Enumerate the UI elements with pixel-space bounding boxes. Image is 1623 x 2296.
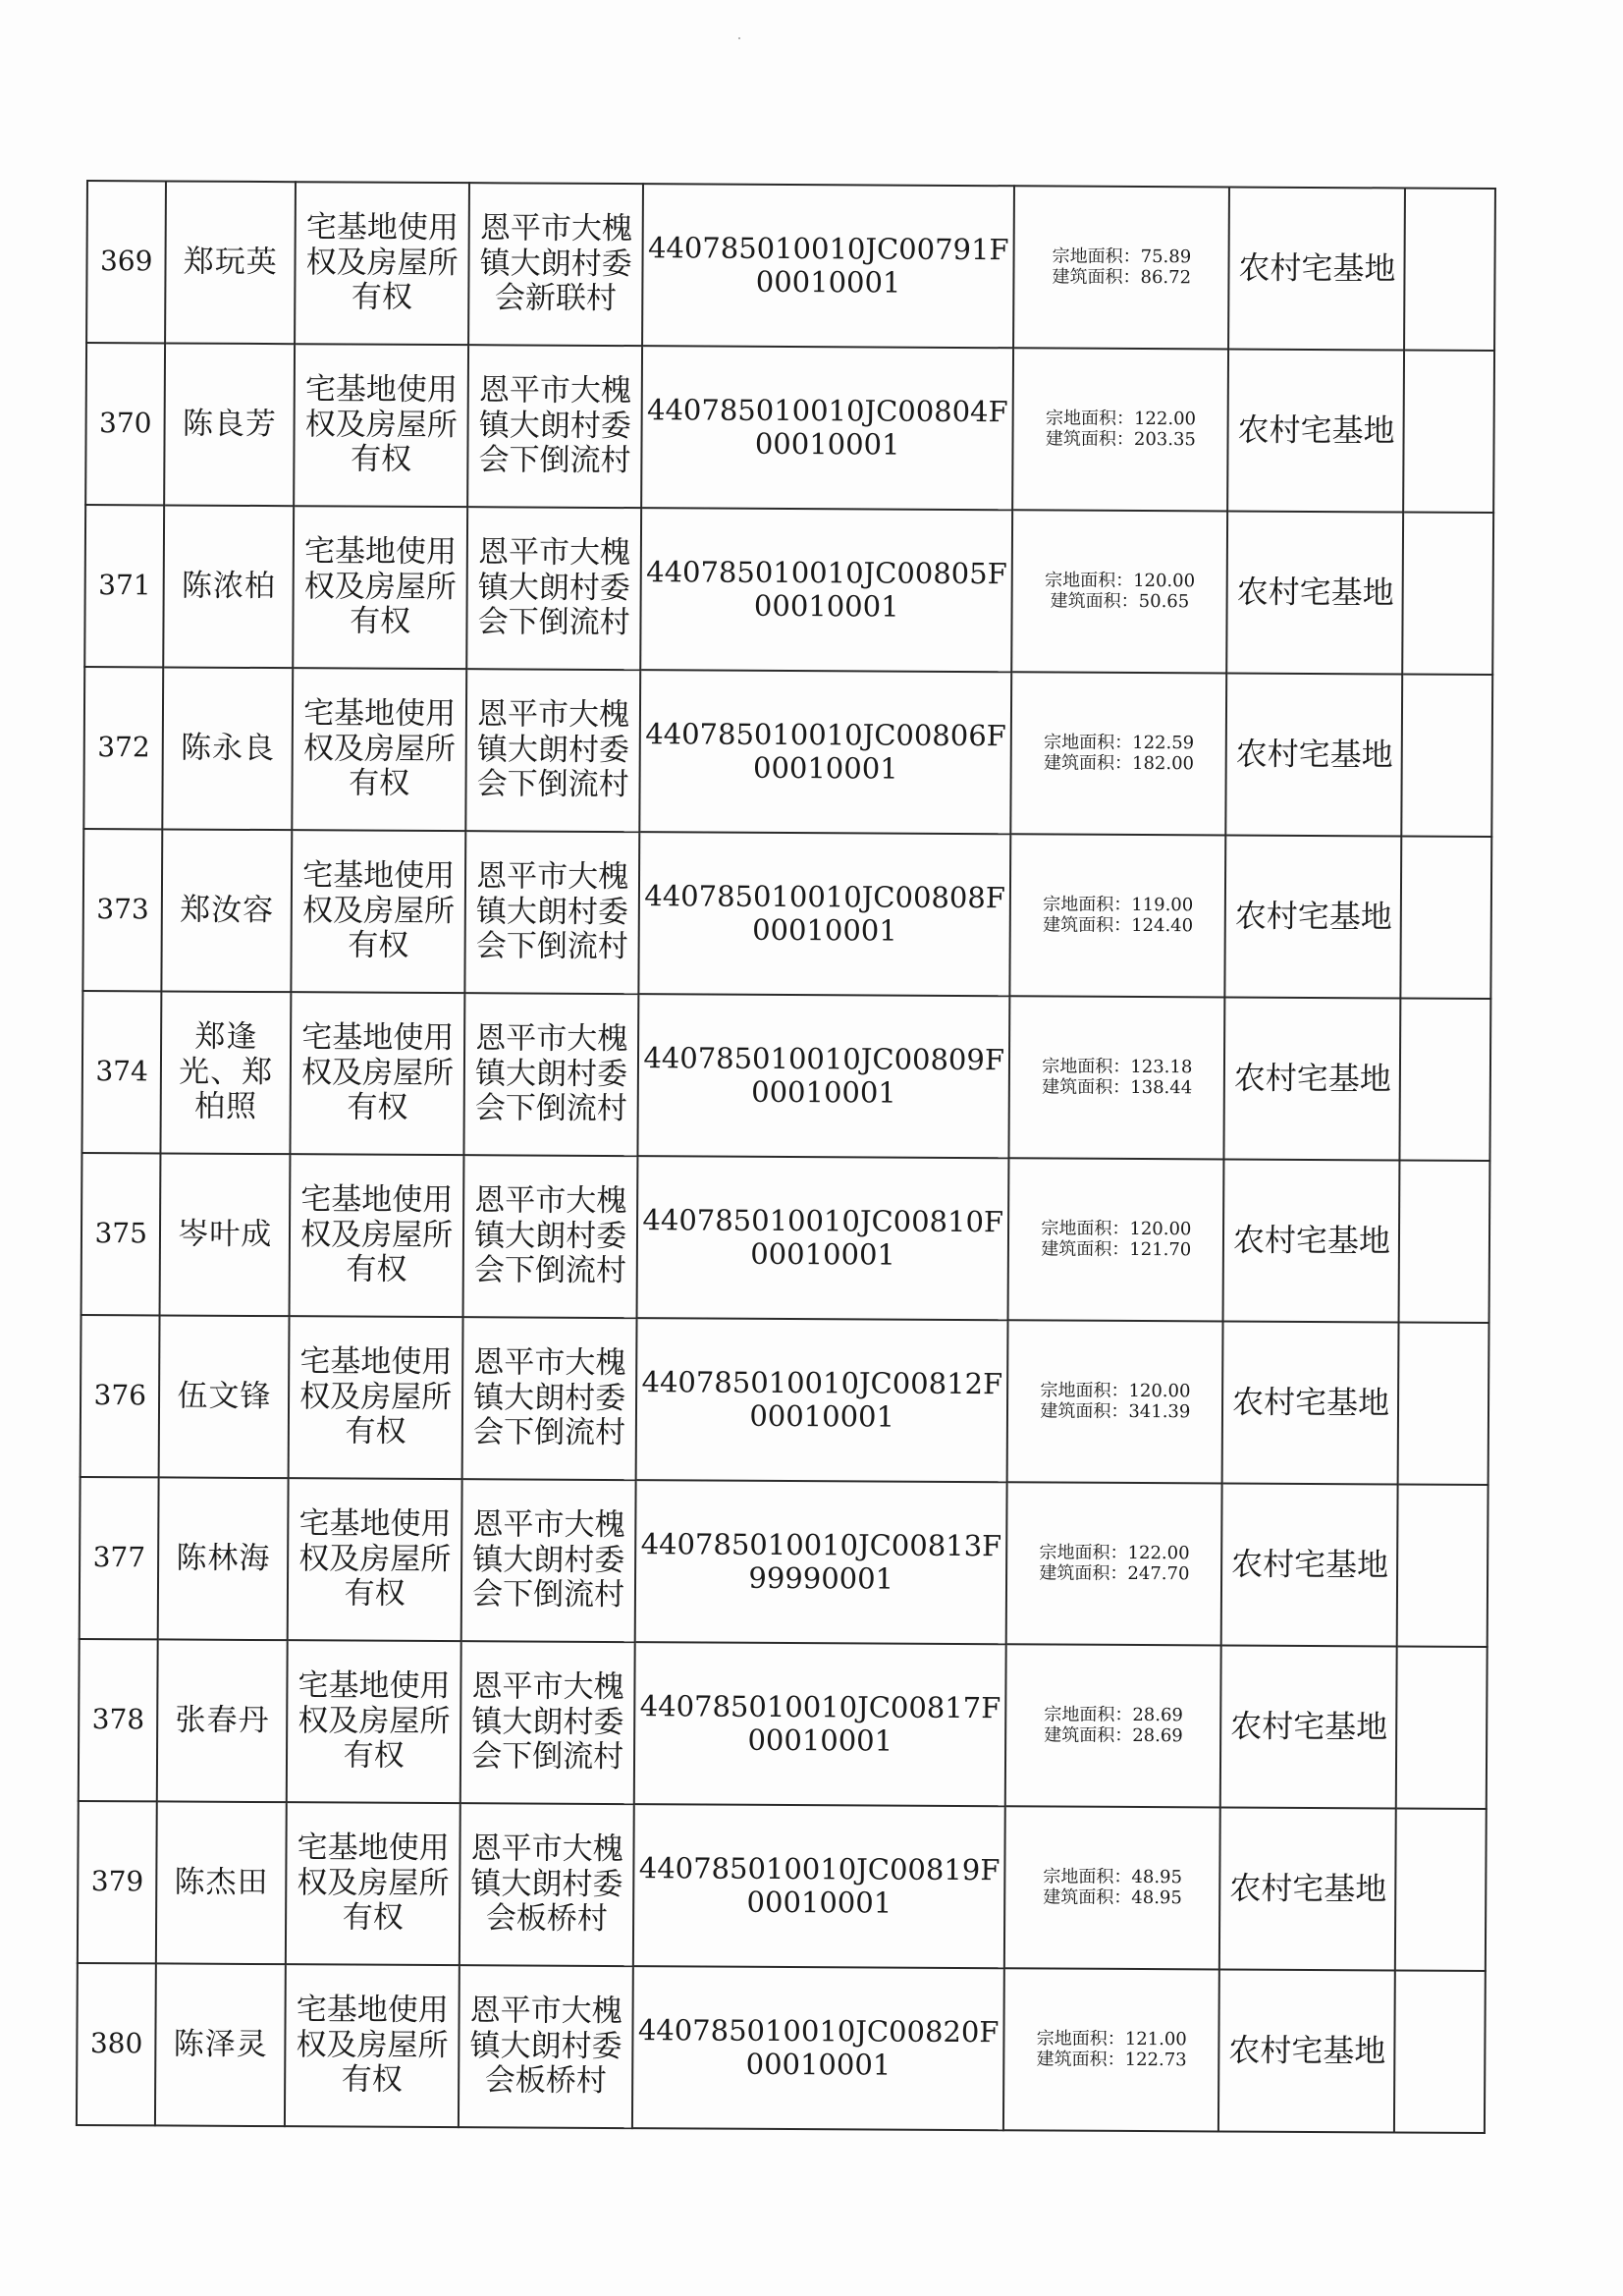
land-area: 宗地面积：121.00 [1036, 2028, 1187, 2050]
owner-name: 张春丹 [157, 1639, 288, 1802]
row-number: 375 [81, 1153, 161, 1315]
land-area: 宗地面积：122.00 [1039, 1542, 1190, 1563]
owner-name: 陈杰田 [156, 1801, 287, 1964]
land-use: 农村宅基地 [1228, 350, 1405, 513]
building-area: 建筑面积：203.35 [1045, 427, 1196, 450]
building-area: 建筑面积：28.69 [1044, 1723, 1183, 1746]
right-type: 宅基地使用权及房屋所有权 [295, 182, 469, 345]
note-cell [1405, 189, 1495, 352]
table-row [80, 1477, 1488, 1647]
land-use: 农村宅基地 [1221, 1483, 1398, 1646]
right-type: 宅基地使用权及房屋所有权 [289, 1316, 463, 1479]
scan-speck [738, 37, 740, 39]
land-use: 农村宅基地 [1223, 1159, 1400, 1322]
right-type: 宅基地使用权及房屋所有权 [294, 344, 468, 507]
property-location: 恩平市大槐镇大朗村委会下倒流村 [465, 669, 640, 832]
building-area: 建筑面积：124.40 [1043, 913, 1194, 936]
owner-name: 伍文锋 [159, 1315, 290, 1478]
row-number: 373 [82, 829, 162, 991]
land-use: 农村宅基地 [1229, 188, 1406, 351]
note-cell [1396, 1646, 1487, 1809]
note-cell [1394, 1970, 1485, 2133]
row-number: 370 [85, 343, 165, 505]
unit-code: 440785010010JC00819F00010001 [633, 1804, 1005, 1968]
unit-code: 440785010010JC00804F00010001 [641, 346, 1013, 510]
unit-code: 440785010010JC00791F00010001 [642, 184, 1014, 348]
unit-code: 440785010010JC00817F00010001 [634, 1642, 1006, 1806]
building-area: 建筑面积：182.00 [1044, 751, 1195, 774]
building-area: 建筑面积：86.72 [1052, 265, 1192, 288]
owner-name: 岑叶成 [160, 1153, 291, 1316]
table-row [86, 181, 1495, 351]
owner-name: 郑玩英 [166, 181, 297, 344]
area-cell [1012, 348, 1228, 511]
land-area: 宗地面积：122.00 [1045, 408, 1197, 429]
right-type: 宅基地使用权及房屋所有权 [293, 506, 467, 669]
row-number: 372 [83, 667, 163, 829]
land-area: 宗地面积：75.89 [1052, 246, 1192, 267]
row-number: 369 [86, 181, 166, 343]
unit-code: 440785010010JC00820F00010001 [632, 1966, 1004, 2130]
area-cell [1013, 186, 1229, 349]
land-area: 宗地面积：119.00 [1043, 894, 1194, 915]
property-location: 恩平市大槐镇大朗村委会下倒流村 [466, 507, 641, 670]
land-area: 宗地面积：122.59 [1044, 732, 1195, 753]
table-row [84, 505, 1493, 675]
land-use: 农村宅基地 [1227, 511, 1404, 674]
owner-name: 陈林海 [158, 1477, 289, 1640]
right-type: 宅基地使用权及房屋所有权 [290, 1154, 464, 1317]
registry-table-body [77, 181, 1495, 2133]
unit-code: 440785010010JC00808F00010001 [639, 832, 1011, 996]
owner-name: 陈浓柏 [164, 505, 295, 668]
area-cell [1008, 1158, 1224, 1321]
property-location: 恩平市大槐镇大朗村委会下倒流村 [462, 1317, 637, 1480]
land-use: 农村宅基地 [1226, 673, 1403, 836]
right-type: 宅基地使用权及房屋所有权 [292, 668, 466, 831]
area-cell [1010, 834, 1226, 997]
area-cell [1005, 1644, 1221, 1807]
property-location: 恩平市大槐镇大朗村委会下倒流村 [461, 1479, 636, 1642]
right-type: 宅基地使用权及房屋所有权 [286, 1802, 460, 1965]
note-cell [1403, 512, 1493, 675]
building-area: 建筑面积：138.44 [1042, 1075, 1193, 1098]
area-cell [1006, 1482, 1222, 1645]
land-area: 宗地面积：123.18 [1042, 1056, 1193, 1077]
note-cell [1404, 351, 1494, 514]
row-number: 378 [79, 1639, 158, 1801]
building-area: 建筑面积：341.39 [1040, 1399, 1191, 1422]
owner-name: 陈永良 [163, 667, 294, 830]
property-location: 恩平市大槐镇大朗村委会下倒流村 [464, 993, 639, 1156]
building-area: 建筑面积：121.70 [1041, 1237, 1192, 1260]
right-type: 宅基地使用权及房屋所有权 [287, 1640, 461, 1803]
land-use: 农村宅基地 [1220, 1645, 1397, 1808]
property-location: 恩平市大槐镇大朗村委会下倒流村 [465, 831, 640, 994]
land-area: 宗地面积：28.69 [1044, 1704, 1183, 1725]
property-registry-table [76, 180, 1496, 2134]
row-number: 371 [84, 505, 164, 667]
note-cell [1401, 836, 1491, 999]
unit-code: 440785010010JC00806F00010001 [639, 670, 1011, 834]
note-cell [1395, 1808, 1486, 1971]
land-area: 宗地面积：120.00 [1041, 1218, 1192, 1239]
area-cell [1011, 510, 1227, 673]
property-location: 恩平市大槐镇大朗村委会下倒流村 [463, 1155, 638, 1318]
land-use: 农村宅基地 [1225, 835, 1402, 998]
land-use: 农村宅基地 [1222, 1321, 1399, 1484]
unit-code: 440785010010JC00805F00010001 [640, 508, 1012, 672]
unit-code: 440785010010JC00809F00010001 [638, 994, 1010, 1158]
area-cell [1011, 672, 1227, 835]
right-type: 宅基地使用权及房屋所有权 [285, 1964, 460, 2127]
building-area: 建筑面积：122.73 [1036, 2048, 1187, 2070]
table-row [81, 1315, 1489, 1485]
unit-code: 440785010010JC00812F00010001 [636, 1318, 1008, 1482]
land-use: 农村宅基地 [1224, 997, 1401, 1160]
owner-name: 陈良芳 [165, 343, 296, 506]
table-row [77, 1963, 1486, 2133]
row-number: 377 [80, 1477, 159, 1639]
table-row [82, 829, 1491, 999]
owner-name: 郑汝容 [162, 829, 293, 992]
property-location: 恩平市大槐镇大朗村委会下倒流村 [460, 1641, 635, 1804]
right-type: 宅基地使用权及房屋所有权 [292, 830, 466, 993]
building-area: 建筑面积：48.95 [1043, 1886, 1182, 1908]
land-area: 宗地面积：48.95 [1043, 1866, 1183, 1887]
land-use: 农村宅基地 [1218, 1969, 1395, 2132]
note-cell [1400, 998, 1490, 1161]
property-location: 恩平市大槐镇大朗村委会新联村 [468, 183, 643, 346]
building-area: 建筑面积：247.70 [1039, 1561, 1190, 1584]
land-area: 宗地面积：120.00 [1040, 1380, 1191, 1401]
table-row [81, 991, 1490, 1161]
table-row [85, 343, 1494, 513]
row-number: 374 [81, 991, 161, 1153]
table-row [79, 1639, 1488, 1809]
table-row [81, 1153, 1490, 1323]
right-type: 宅基地使用权及房屋所有权 [288, 1478, 462, 1641]
owner-name: 陈泽灵 [155, 1963, 286, 2126]
area-cell [1004, 1806, 1220, 1969]
building-area: 建筑面积：50.65 [1050, 589, 1190, 612]
note-cell [1397, 1484, 1488, 1647]
table-row [78, 1801, 1487, 1971]
area-cell [1003, 1968, 1219, 2131]
note-cell [1399, 1160, 1489, 1323]
right-type: 宅基地使用权及房屋所有权 [291, 992, 465, 1155]
row-number: 379 [78, 1801, 157, 1963]
property-location: 恩平市大槐镇大朗村委会下倒流村 [467, 345, 642, 508]
land-area: 宗地面积：120.00 [1045, 570, 1196, 591]
table-row [83, 667, 1492, 837]
unit-code: 440785010010JC00813F99990001 [635, 1480, 1007, 1644]
property-location: 恩平市大槐镇大朗村委会板桥村 [459, 1965, 633, 2128]
property-location: 恩平市大槐镇大朗村委会板桥村 [460, 1803, 634, 1966]
area-cell [1007, 1320, 1223, 1483]
owner-name: 郑逢光、郑柏照 [161, 991, 292, 1154]
unit-code: 440785010010JC00810F00010001 [637, 1156, 1009, 1320]
land-use: 农村宅基地 [1219, 1807, 1396, 1970]
row-number: 376 [81, 1315, 160, 1477]
note-cell [1402, 674, 1492, 837]
note-cell [1398, 1322, 1488, 1485]
row-number: 380 [77, 1963, 156, 2125]
area-cell [1009, 996, 1225, 1159]
